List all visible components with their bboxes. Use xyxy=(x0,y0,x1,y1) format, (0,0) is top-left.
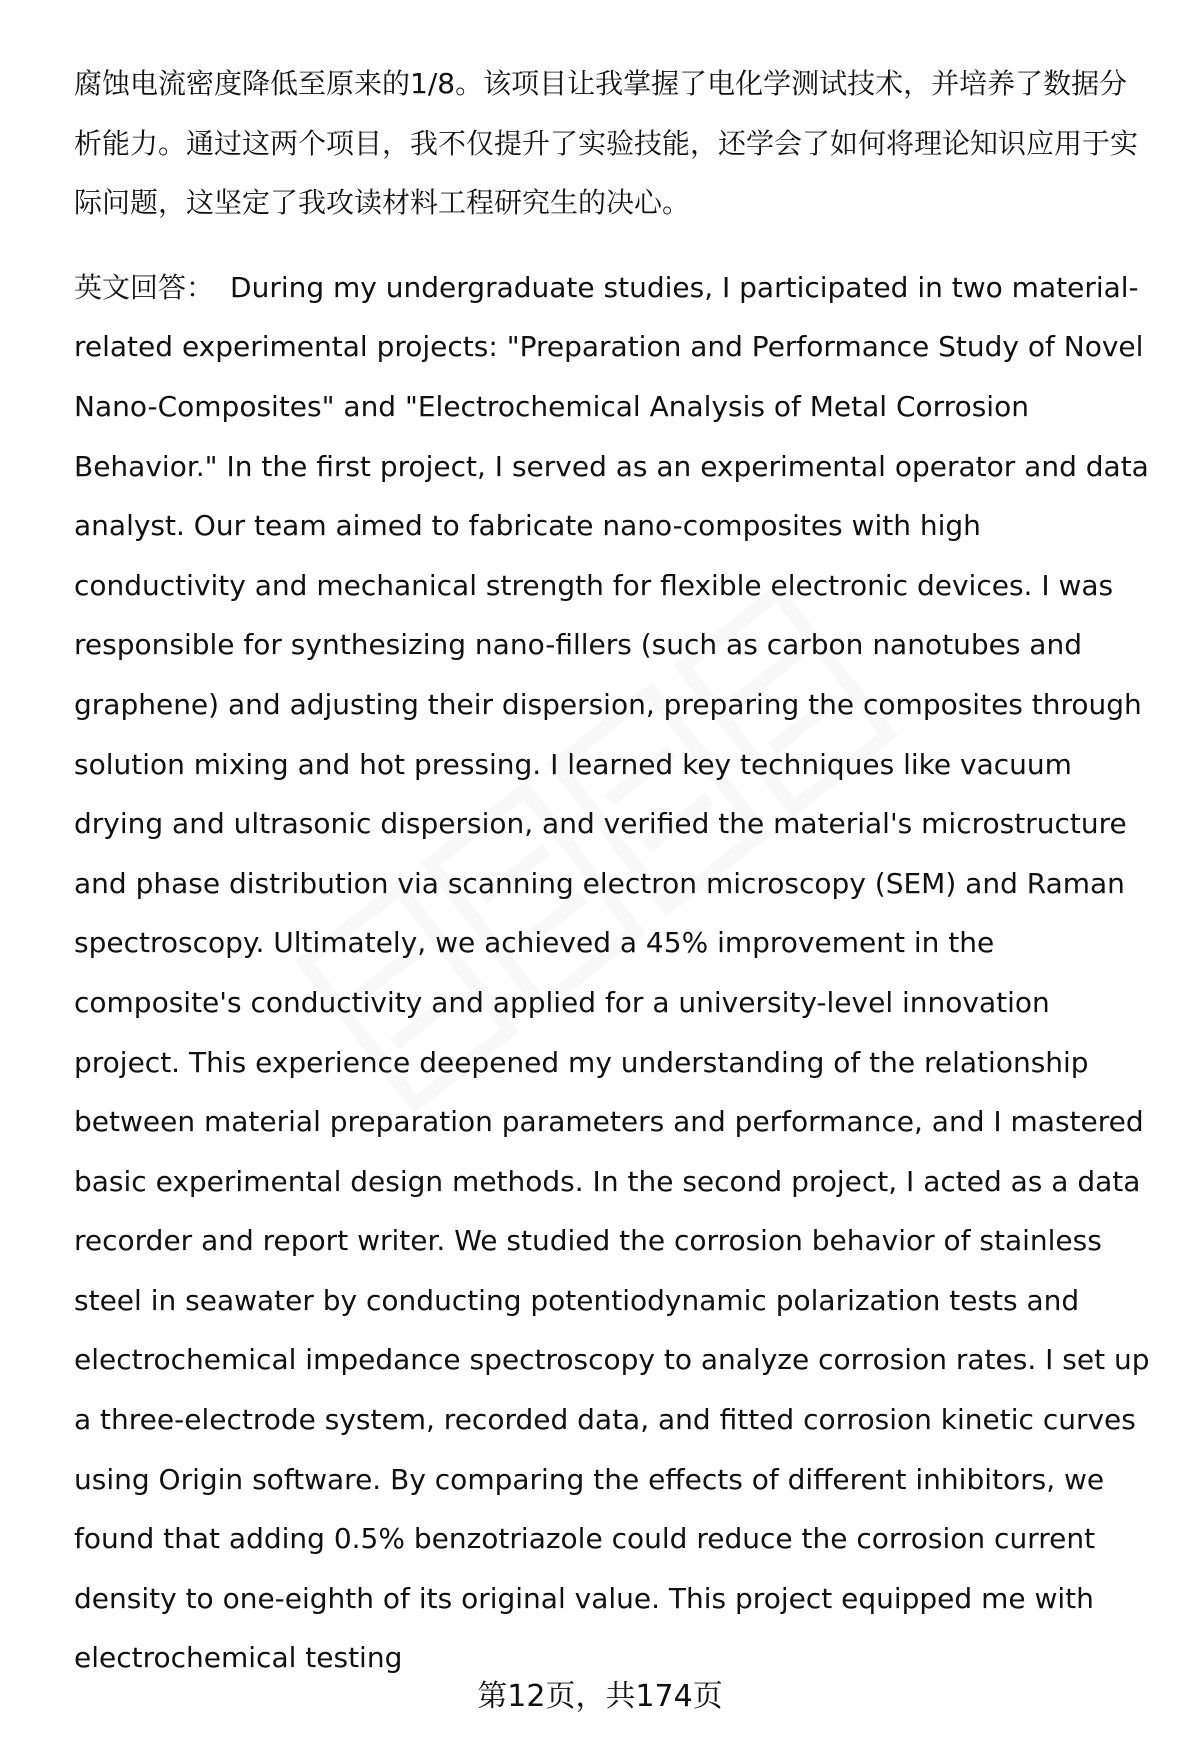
chinese-answer-paragraph: 腐蚀电流密度降低至原来的1/8。该项目让我掌握了电化学测试技术，并培养了数据分析能力。通过这两个项目，我不仅提升了实验技能，还学会了如何将理论知识应用于实际问题，这坚定了我攻读材料工程研究生的决心。 xyxy=(74,67,1139,220)
english-answer-paragraph xyxy=(74,258,1154,1688)
english-answer-text: During my undergraduate studies, I participated in two material-related experimental projects: "Preparation and Performance Study of Novel Nano-Composites" and "Electrochemical Analysis of Metal Corrosion Behavior." In the first project, I served as an experimental operator and data analyst. Our team aimed to fabricate nano-composites with high conductivity and mechanical strength for flexible electronic devices. I was responsible for synthesizing nano-fillers (such as carbon nanotubes and graphene) and adjusting their dispersion, preparing the composites through solution mixing and hot pressing. I learned key techniques like vacuum drying and ultrasonic dispersion, and verified the material's microstructure and phase distribution via scanning electron microscopy (SEM) and Raman spectroscopy. Ultimately, we achieved a 45% improvement in the composite's conductivity and applied for a university-level innovation project. This experience deepened my understanding of the relationship between material preparation parameters and performance, and I mastered basic experimental design methods. In the second project, I acted as a data recorder and report writer. We studied the corrosion behavior of stainless steel in seawater by conducting potentiodynamic polarization tests and electrochemical impedance spectroscopy to analyze corrosion rates. I set up a three-electrode system, recorded data, and fitted corrosion kinetic curves using Origin software. By comparing the effects of different inhibitors, we found that adding 0.5% benzotriazole could reduce the corrosion current density to one-eighth of its original value. This project equipped me with electrochemical testing xyxy=(74,270,1150,1675)
page-number: 第12页，共174页 xyxy=(477,1679,723,1714)
document-body xyxy=(74,54,1154,1688)
english-answer-label: 英文回答： xyxy=(74,270,215,304)
